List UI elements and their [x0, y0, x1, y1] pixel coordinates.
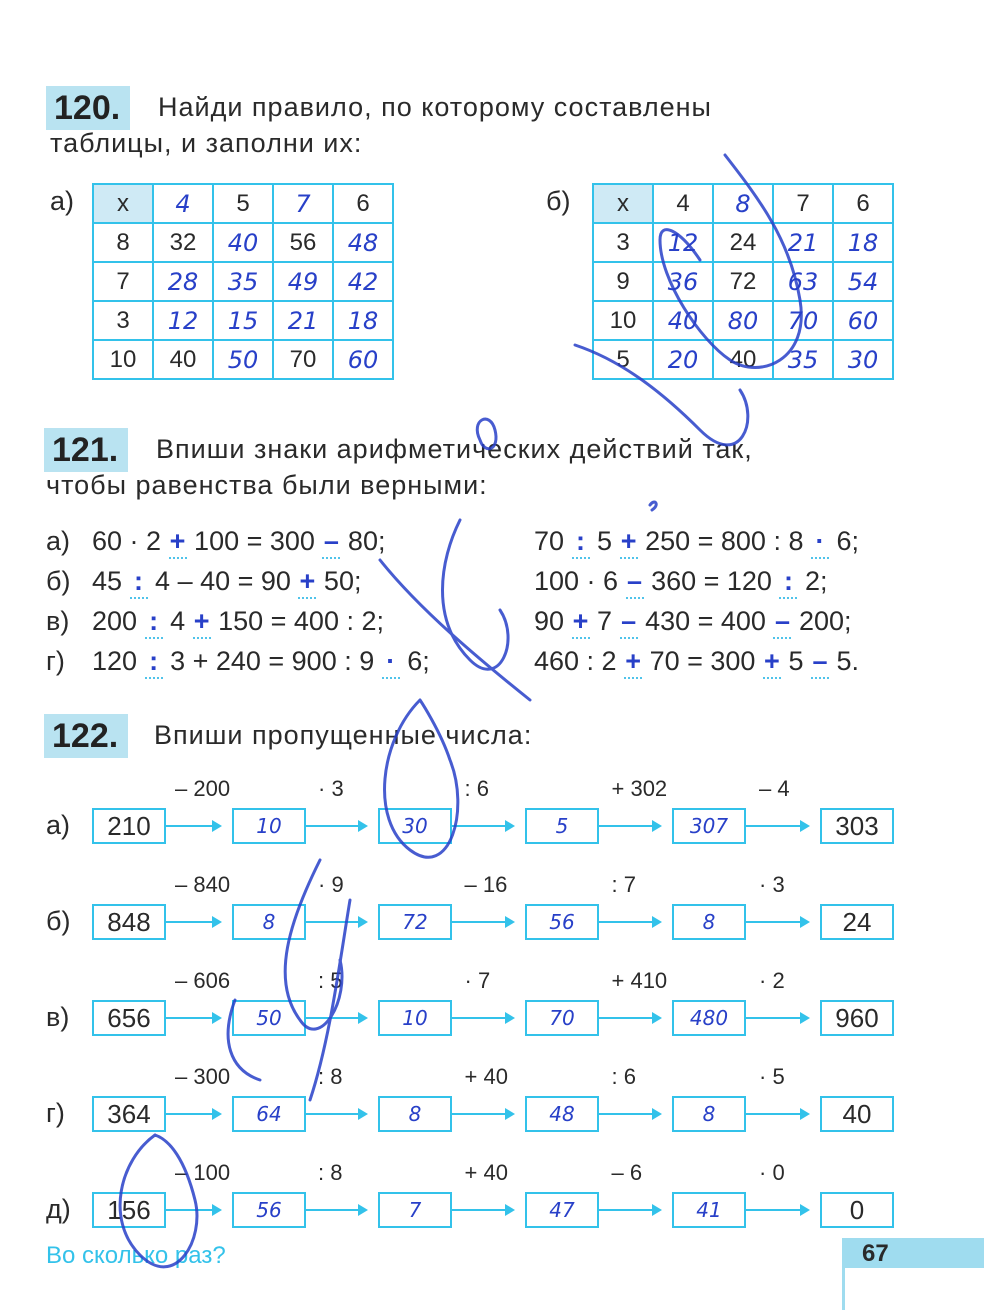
equation-part: 6; — [399, 646, 430, 676]
chain-operation: · 3 — [318, 776, 344, 801]
table-b-cell: 4 — [653, 184, 713, 223]
chain-arrow — [599, 1113, 660, 1115]
operator-blank: + — [193, 606, 211, 639]
equation-part: 7 — [589, 606, 620, 636]
equation-right — [534, 606, 852, 639]
table-b-cell: x — [593, 184, 653, 223]
chain-box: 24 — [820, 904, 894, 940]
chain-box[interactable]: 41 — [672, 1192, 746, 1228]
chain-operation: – 4 — [759, 776, 790, 801]
equation-part: 45 — [92, 566, 130, 596]
footer-question: Во сколько раз? — [46, 1242, 226, 1269]
equation-part: 100 · 6 — [534, 566, 626, 596]
chain-operation: + 410 — [611, 968, 668, 993]
table-a-cell: 7 — [273, 184, 333, 223]
chain-arrow — [452, 1113, 513, 1115]
equation-right — [534, 646, 859, 679]
chain-box: 40 — [820, 1096, 894, 1132]
table-b-cell: 40 — [713, 340, 773, 379]
equation-left — [92, 646, 430, 679]
table-a-cell: 56 — [273, 223, 333, 262]
chain-operation: – 6 — [611, 1160, 643, 1185]
equation-label: а) — [46, 526, 71, 556]
operator-blank: – — [626, 566, 644, 599]
table-b-row — [593, 340, 893, 379]
operator-blank: : — [130, 566, 148, 599]
chain-box[interactable]: 30 — [378, 808, 452, 844]
table-b-cell: 70 — [773, 301, 833, 340]
chain-operation: · 0 — [759, 1160, 785, 1185]
equation-part: 460 : 2 — [534, 646, 625, 676]
operator-blank: + — [169, 526, 187, 559]
chain-box: 656 — [92, 1000, 166, 1036]
equation-part: 430 = 400 — [637, 606, 774, 636]
chain-operation: · 5 — [759, 1064, 785, 1089]
table-a-cell: 10 — [93, 340, 153, 379]
chain-box: 960 — [820, 1000, 894, 1036]
exercise-120-number: 120. — [46, 86, 130, 130]
chain-operation: : 6 — [464, 776, 489, 801]
equation-part: 200 — [92, 606, 145, 636]
operator-blank: + — [572, 606, 590, 639]
table-b-label: б) — [546, 186, 571, 216]
equation-label: в) — [46, 606, 70, 636]
equation-part: 6; — [828, 526, 859, 556]
table-a-cell: 6 — [333, 184, 393, 223]
table-b-cell: 18 — [833, 223, 893, 262]
operator-blank: – — [773, 606, 791, 639]
chain-operation: – 100 — [175, 1160, 231, 1185]
equation-part: 70 = 300 — [642, 646, 763, 676]
equation-part: 60 · 2 — [92, 526, 169, 556]
page-number-bar-edge — [842, 1238, 845, 1310]
table-a-cell: 15 — [213, 301, 273, 340]
table-b-cell: 24 — [713, 223, 773, 262]
table-b-row — [593, 184, 893, 223]
chain-box: 0 — [820, 1192, 894, 1228]
table-a-cell: 7 — [93, 262, 153, 301]
equation-part: 360 = 120 — [643, 566, 780, 596]
chain-operation: – 16 — [464, 872, 508, 897]
table-b-cell: 10 — [593, 301, 653, 340]
table-a-cell: 70 — [273, 340, 333, 379]
table-b-row — [593, 223, 893, 262]
equation-part: 2; — [797, 566, 828, 596]
operator-blank: : — [779, 566, 797, 599]
chain-label: в) — [46, 1002, 70, 1032]
equation-part: 100 = 300 — [186, 526, 323, 556]
table-a-cell: 35 — [213, 262, 273, 301]
table-b-cell: 80 — [713, 301, 773, 340]
chain-box[interactable]: 5 — [525, 808, 599, 844]
table-a-cell: 32 — [153, 223, 213, 262]
chain-operation: · 7 — [464, 968, 491, 993]
chain-box: 364 — [92, 1096, 166, 1132]
chain-label: б) — [46, 906, 71, 936]
chain-label: г) — [46, 1098, 65, 1128]
table-a-label: а) — [50, 186, 75, 216]
table-b-cell: 9 — [593, 262, 653, 301]
operator-blank: : — [572, 526, 590, 559]
equation-label: г) — [46, 646, 65, 676]
chain-box: 303 — [820, 808, 894, 844]
operator-blank: + — [298, 566, 316, 599]
chain-operation: · 3 — [759, 872, 785, 897]
table-b-cell: 40 — [653, 301, 713, 340]
table-b-cell: 72 — [713, 262, 773, 301]
equation-right — [534, 566, 827, 599]
exercise-122-number: 122. — [44, 714, 128, 758]
equation-part: 5 — [589, 526, 620, 556]
operator-blank: – — [811, 646, 829, 679]
chain-box[interactable]: 64 — [232, 1096, 306, 1132]
operator-blank: : — [145, 606, 163, 639]
chain-arrow — [306, 1113, 366, 1115]
chain-arrow — [746, 825, 808, 827]
table-b-cell: 30 — [833, 340, 893, 379]
exercise-120-text-line2: таблицы, и заполни их: — [50, 128, 363, 158]
chain-box[interactable]: 72 — [378, 904, 452, 940]
equation-part: 50; — [316, 566, 362, 596]
chain-box[interactable]: 10 — [378, 1000, 452, 1036]
chain-box[interactable]: 10 — [232, 808, 306, 844]
chain-box[interactable]: 307 — [672, 808, 746, 844]
page-number: 67 — [862, 1240, 889, 1267]
operator-blank: : — [145, 646, 163, 679]
chain-operation: + 40 — [464, 1064, 508, 1089]
table-a-cell: 40 — [153, 340, 213, 379]
table-b-row — [593, 301, 893, 340]
chain-box: 848 — [92, 904, 166, 940]
table-a-cell: 50 — [213, 340, 273, 379]
chain-box[interactable]: 56 — [232, 1192, 306, 1228]
chain-box[interactable]: 480 — [672, 1000, 746, 1036]
table-a-cell: 40 — [213, 223, 273, 262]
equation-part: 200; — [791, 606, 852, 636]
operator-blank: + — [620, 526, 638, 559]
table-b-cell: 21 — [773, 223, 833, 262]
table-a-cell: 49 — [273, 262, 333, 301]
equation-part: 80; — [340, 526, 386, 556]
chain-operation: – 606 — [175, 968, 231, 993]
equation-left — [92, 566, 361, 599]
chain-arrow — [306, 825, 366, 827]
chain-arrow — [452, 921, 513, 923]
chain-box[interactable]: 7 — [378, 1192, 452, 1228]
equation-part: 150 = 400 : 2; — [210, 606, 384, 636]
chain-arrow — [746, 1017, 808, 1019]
chain-arrow — [306, 921, 366, 923]
operator-blank: · — [811, 526, 829, 559]
table-b-cell: 7 — [773, 184, 833, 223]
chain-box[interactable]: 70 — [525, 1000, 599, 1036]
chain-arrow — [166, 1017, 220, 1019]
table-a — [92, 183, 394, 380]
chain-arrow — [306, 1017, 366, 1019]
chain-box[interactable]: 8 — [232, 904, 306, 940]
table-a-row — [93, 262, 393, 301]
table-b-cell: 36 — [653, 262, 713, 301]
table-b-cell: 3 — [593, 223, 653, 262]
chain-label: д) — [46, 1194, 71, 1224]
equation-label: б) — [46, 566, 71, 596]
operator-blank: + — [763, 646, 781, 679]
equation-part: 5 — [780, 646, 811, 676]
equation-part: 5. — [828, 646, 859, 676]
table-b-cell: 6 — [833, 184, 893, 223]
table-b-cell: 20 — [653, 340, 713, 379]
table-b-cell: 8 — [713, 184, 773, 223]
chain-operation: : 7 — [611, 872, 636, 897]
table-a-cell: 28 — [153, 262, 213, 301]
chain-operation: – 840 — [175, 872, 231, 897]
table-b-cell: 35 — [773, 340, 833, 379]
table-a-cell: 21 — [273, 301, 333, 340]
chain-operation: · 2 — [759, 968, 785, 993]
chain-operation: – 300 — [175, 1064, 231, 1089]
exercise-121-text-line2: чтобы равенства были верными: — [46, 470, 488, 500]
chain-arrow — [599, 825, 660, 827]
table-a-cell: 8 — [93, 223, 153, 262]
chain-operation: · 9 — [318, 872, 344, 897]
chain-box[interactable]: 47 — [525, 1192, 599, 1228]
equation-part: 70 — [534, 526, 572, 556]
exercise-120-text-line1: Найди правило, по которому составлены — [158, 92, 712, 122]
chain-arrow — [166, 825, 220, 827]
chain-operation: + 302 — [611, 776, 668, 801]
chain-operation: + 40 — [464, 1160, 508, 1185]
chain-box[interactable]: 50 — [232, 1000, 306, 1036]
chain-label: а) — [46, 810, 71, 840]
equation-part: 4 – 40 = 90 — [147, 566, 299, 596]
chain-box: 210 — [92, 808, 166, 844]
exercise-122-text: Впиши пропущенные числа: — [154, 720, 533, 750]
chain-arrow — [166, 1209, 220, 1211]
table-a-cell: 3 — [93, 301, 153, 340]
table-b-cell: 12 — [653, 223, 713, 262]
chain-arrow — [166, 1113, 220, 1115]
chain-operation: : 8 — [318, 1160, 343, 1185]
table-a-cell: 48 — [333, 223, 393, 262]
table-b-cell: 5 — [593, 340, 653, 379]
equation-part: 90 — [534, 606, 572, 636]
equation-part: 120 — [92, 646, 145, 676]
table-a-cell: 18 — [333, 301, 393, 340]
chain-arrow — [452, 1017, 513, 1019]
operator-blank: · — [382, 646, 400, 679]
table-a-cell: 5 — [213, 184, 273, 223]
chain-operation: : 5 — [318, 968, 343, 993]
table-a-cell: 4 — [153, 184, 213, 223]
chain-box[interactable]: 8 — [378, 1096, 452, 1132]
operator-blank: – — [322, 526, 340, 559]
table-b-cell: 63 — [773, 262, 833, 301]
chain-operation: – 200 — [175, 776, 231, 801]
equation-part: 4 — [162, 606, 193, 636]
chain-arrow — [166, 921, 220, 923]
exercise-121-number: 121. — [44, 428, 128, 472]
chain-arrow — [746, 1113, 808, 1115]
table-b-cell: 60 — [833, 301, 893, 340]
operator-blank: – — [620, 606, 638, 639]
chain-arrow — [452, 1209, 513, 1211]
chain-box[interactable]: 8 — [672, 904, 746, 940]
table-a-row — [93, 301, 393, 340]
table-a-cell: 42 — [333, 262, 393, 301]
chain-arrow — [599, 921, 660, 923]
table-b-cell: 54 — [833, 262, 893, 301]
table-b-row — [593, 262, 893, 301]
chain-arrow — [306, 1209, 366, 1211]
table-a-row — [93, 340, 393, 379]
table-a-row — [93, 223, 393, 262]
exercise-121-text-line1: Впиши знаки арифметических действий так, — [156, 434, 753, 464]
chain-arrow — [599, 1209, 660, 1211]
table-a-cell: 12 — [153, 301, 213, 340]
chain-box[interactable]: 8 — [672, 1096, 746, 1132]
chain-box[interactable]: 56 — [525, 904, 599, 940]
chain-operation: : 8 — [318, 1064, 343, 1089]
equation-part: 250 = 800 : 8 — [637, 526, 811, 556]
operator-blank: + — [624, 646, 642, 679]
equation-part: 3 + 240 = 900 : 9 — [162, 646, 382, 676]
chain-arrow — [452, 825, 513, 827]
equation-left — [92, 526, 385, 559]
equation-right — [534, 526, 859, 559]
chain-arrow — [746, 921, 808, 923]
equation-left — [92, 606, 384, 639]
table-a-cell: 60 — [333, 340, 393, 379]
chain-arrow — [599, 1017, 660, 1019]
chain-operation: : 6 — [611, 1064, 636, 1089]
chain-box[interactable]: 48 — [525, 1096, 599, 1132]
table-b — [592, 183, 894, 380]
chain-arrow — [746, 1209, 808, 1211]
table-a-cell: x — [93, 184, 153, 223]
chain-box: 156 — [92, 1192, 166, 1228]
table-a-row — [93, 184, 393, 223]
